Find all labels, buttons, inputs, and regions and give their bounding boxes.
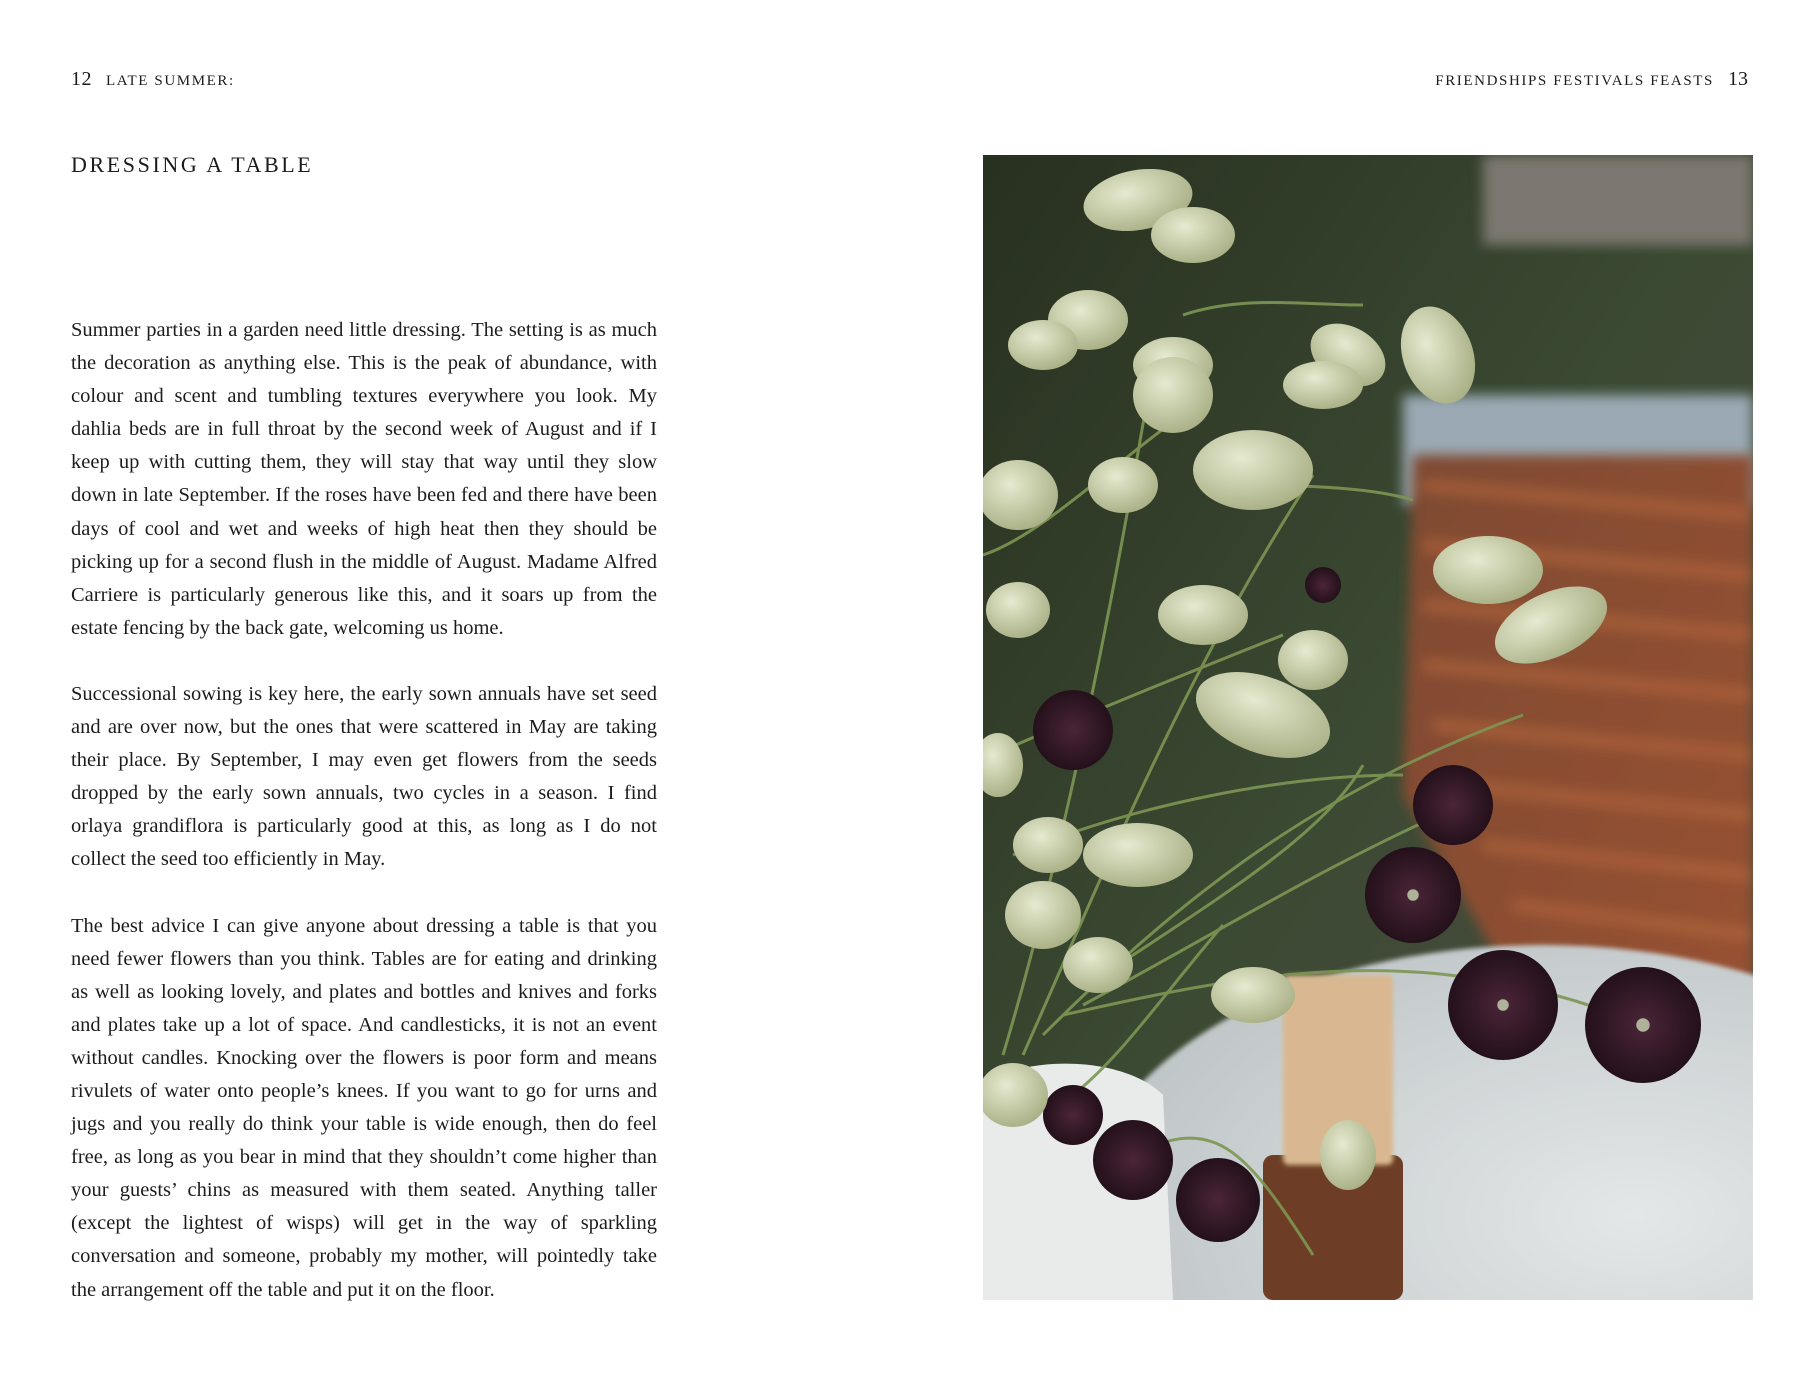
left-page-number: 12 [71, 68, 92, 90]
body-text [71, 314, 657, 1340]
right-running-head: FRIENDSHIPS FESTIVALS FEASTS [1435, 73, 1714, 89]
paragraph-2: Successional sowing is key here, the early sown annuals have set seed and are over now, but the ones that were scattered in May are taking their place. By September, I may even get flowers from the seeds dropped by the early sown annuals, two cycles in a season. I find orlaya grandiflora is particularly good at this, as long as I do not collect the seed too efficiently in May. [71, 682, 657, 871]
flower-arrangement-photo [983, 155, 1753, 1300]
right-page-header [1435, 68, 1748, 91]
paragraph-1: Summer parties in a garden need little dressing. The setting is as much the decoration as anything else. This is the peak of abundance, with colour and scent and tumbling textures everywhere you look. My dahlia beds are in full throat by the second week of August and if I keep up with cutting them, they will stay that way until they slow down in late September. If the roses have been fed and there have been days of cool and wet and weeks of high heat then they should be picking up for a second flush in the middle of August. Madame Alfred Carriere is particularly generous like this, and it soars up from the estate fencing by the back gate, welcoming us home. [71, 319, 657, 639]
section-heading: DRESSING A TABLE [71, 152, 314, 177]
right-page-number: 13 [1728, 68, 1748, 90]
left-page-header [71, 68, 235, 91]
photo-illustration [983, 155, 1753, 1300]
paragraph-3: The best advice I can give anyone about dressing a table is that you need fewer flowers than you think. Tables are for eating and drinking as well as looking lovely, and plates and bottles and knives and forks and plates take up a lot of space. And candlesticks, it is not an event without candles. Knocking over the flowers is poor form and means rivulets of water onto people’s knees. If you want to go for urns and jugs and you really do think your table is wide enough, then do feel free, as long as you bear in mind that they shouldn’t come higher than your guests’ chins as measured with them seated. Anything taller (except the lightest of wisps) will get in the way of sparkling conversation and someone, probably my mother, will pointedly take the arrangement off the table and put it on the floor. [71, 914, 657, 1301]
left-running-head: LATE SUMMER: [106, 73, 235, 89]
